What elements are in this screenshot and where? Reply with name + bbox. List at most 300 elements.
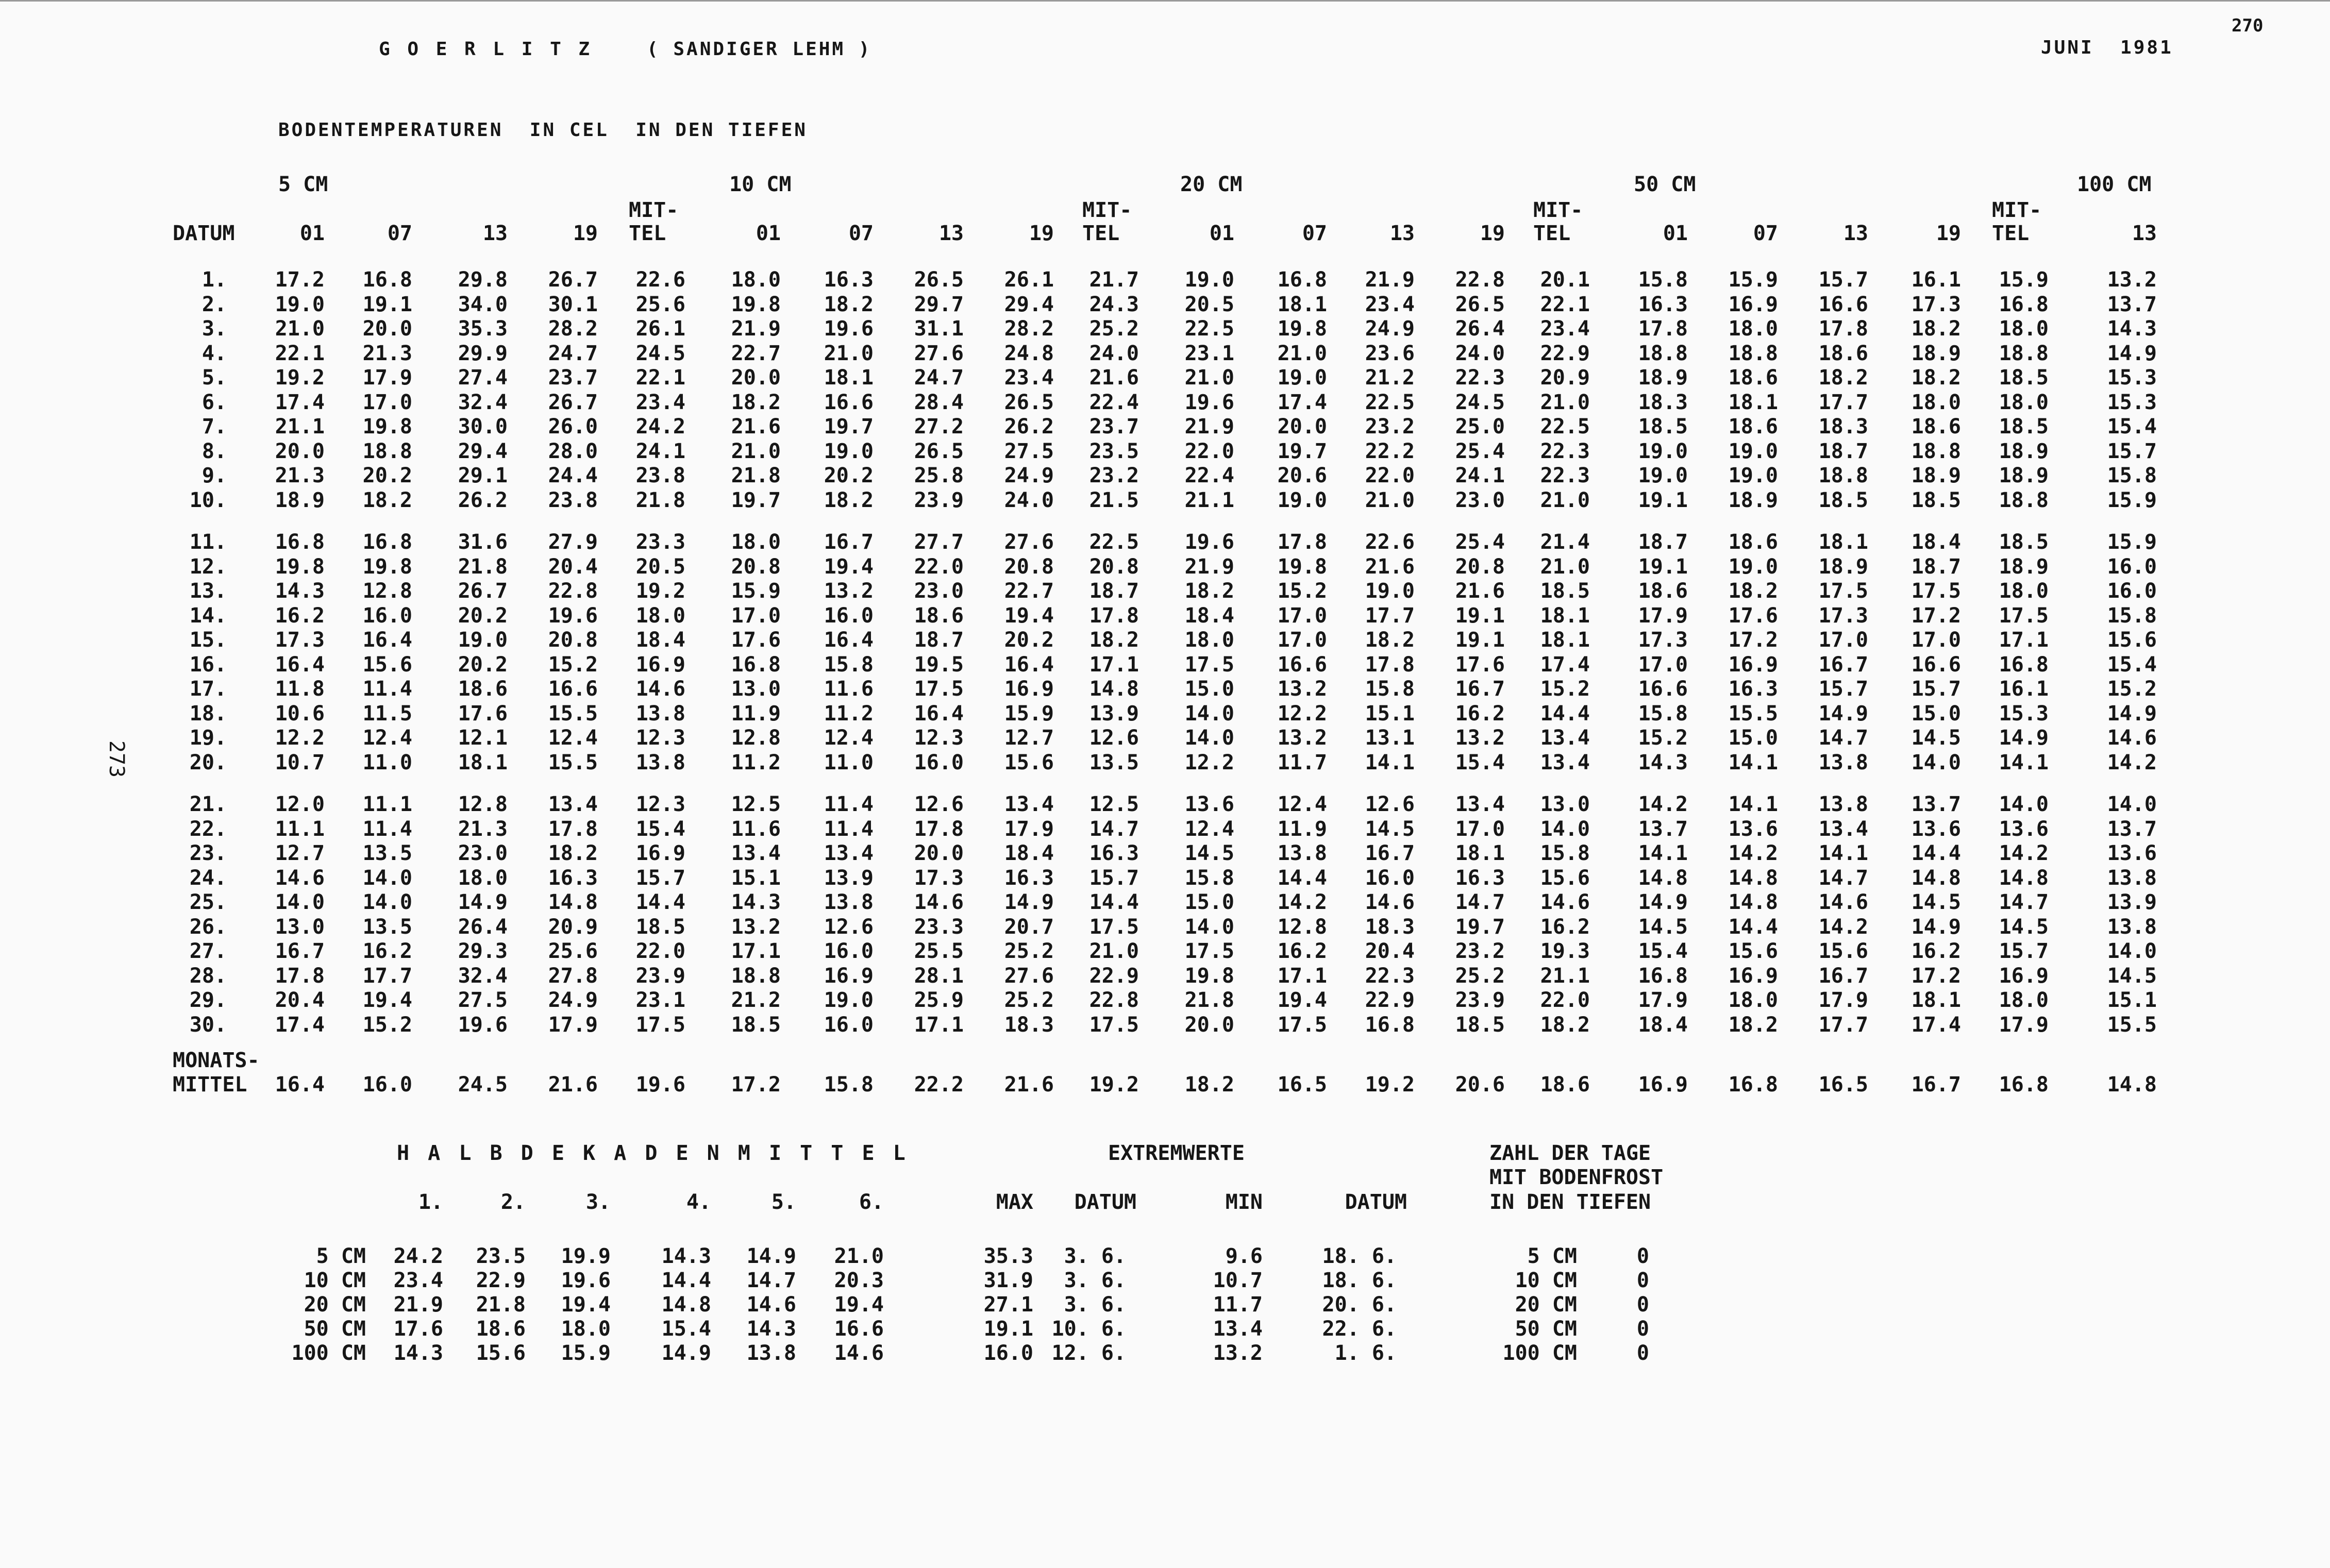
temperature-cell: 11.6 (824, 677, 874, 701)
temperature-cell: 20.8 (548, 628, 598, 652)
day-label: 4. (202, 341, 227, 365)
temperature-cell: 14.8 (1089, 677, 1139, 701)
temperature-cell: 19.7 (1455, 915, 1505, 939)
temperature-cell: 14.7 (1999, 890, 2049, 914)
temperature-cell: 14.0 (1184, 726, 1234, 750)
temperature-cell: 13.4 (1540, 750, 1590, 774)
mittel-header: MIT- (1082, 198, 1132, 222)
temperature-cell: 16.9 (1728, 964, 1778, 988)
temperature-cell: 16.8 (1999, 292, 2049, 316)
temperature-cell: 21.0 (1184, 366, 1234, 390)
temperature-cell: 13.6 (1728, 817, 1778, 841)
monatsmittel-cell: 19.6 (635, 1073, 685, 1097)
temperature-cell: 16.1 (1999, 677, 2049, 701)
temperature-cell: 18.7 (1089, 579, 1139, 603)
temperature-cell: 21.0 (275, 317, 325, 341)
frost-count: 0 (1636, 1244, 1649, 1268)
temperature-cell: 14.7 (1818, 866, 1868, 890)
extremwerte-cell: 10.7 (1213, 1269, 1263, 1292)
temperature-cell: 16.1 (1911, 268, 1961, 292)
temperature-cell: 14.2 (1728, 841, 1778, 865)
depth-header: 10 CM (729, 173, 792, 196)
temperature-cell: 14.9 (1911, 915, 1961, 939)
temperature-cell: 14.3 (731, 890, 781, 914)
hour-header: 01 (299, 222, 325, 245)
temperature-cell: 26.2 (1004, 415, 1054, 439)
temperature-cell: 12.2 (1184, 750, 1234, 774)
temperature-cell: 16.4 (914, 701, 964, 726)
temperature-cell: 22.3 (1455, 366, 1505, 390)
temperature-cell: 13.6 (1999, 817, 2049, 841)
temperature-cell: 22.1 (275, 341, 325, 365)
temperature-cell: 17.6 (458, 701, 508, 726)
temperature-cell: 17.7 (362, 964, 412, 988)
temperature-cell: 14.7 (1089, 817, 1139, 841)
extremwerte-cell: 22. 6. (1322, 1317, 1397, 1341)
temperature-cell: 14.8 (1728, 890, 1778, 914)
temperature-cell: 19.0 (1184, 268, 1234, 292)
temperature-cell: 26.7 (548, 268, 598, 292)
halbdekaden-title: H A L B D E K A D E N M I T T E L (397, 1141, 909, 1165)
day-label: 27. (189, 939, 227, 963)
temperature-cell: 27.6 (1004, 964, 1054, 988)
temperature-cell: 17.2 (1911, 964, 1961, 988)
temperature-cell: 14.6 (914, 890, 964, 914)
temperature-cell: 19.0 (824, 439, 874, 463)
temperature-cell: 18.2 (1911, 366, 1961, 390)
temperature-cell: 18.9 (1911, 341, 1961, 365)
temperature-cell: 18.0 (635, 603, 685, 628)
temperature-cell: 13.8 (2107, 915, 2157, 939)
temperature-cell: 18.5 (1999, 366, 2049, 390)
temperature-cell: 15.8 (1184, 866, 1234, 890)
halbdekade-cell: 23.4 (393, 1269, 443, 1292)
temperature-cell: 18.1 (1540, 628, 1590, 652)
temperature-cell: 28.0 (548, 439, 598, 463)
temperature-cell: 18.7 (1818, 439, 1868, 463)
temperature-cell: 26.5 (914, 268, 964, 292)
temperature-cell: 16.8 (362, 268, 412, 292)
temperature-cell: 17.6 (1455, 652, 1505, 677)
temperature-cell: 18.1 (458, 750, 508, 774)
temperature-cell: 17.3 (1911, 292, 1961, 316)
temperature-cell: 16.6 (1818, 292, 1868, 316)
temperature-cell: 28.4 (914, 390, 964, 414)
temperature-cell: 29.8 (458, 268, 508, 292)
temperature-cell: 16.4 (824, 628, 874, 652)
temperature-cell: 27.4 (458, 366, 508, 390)
temperature-cell: 21.8 (1184, 988, 1234, 1012)
temperature-cell: 18.0 (1184, 628, 1234, 652)
temperature-cell: 15.4 (2107, 652, 2157, 677)
temperature-cell: 18.9 (1818, 554, 1868, 579)
temperature-cell: 14.2 (1999, 841, 2049, 865)
temperature-cell: 16.3 (548, 866, 598, 890)
temperature-cell: 18.6 (1818, 341, 1868, 365)
mittel-header: TEL (1533, 222, 1571, 245)
temperature-cell: 21.0 (1277, 341, 1327, 365)
temperature-cell: 14.0 (1911, 750, 1961, 774)
temperature-cell: 23.2 (1365, 415, 1415, 439)
temperature-cell: 13.9 (1089, 701, 1139, 726)
temperature-cell: 21.9 (1184, 415, 1234, 439)
temperature-cell: 15.6 (2107, 628, 2157, 652)
day-label: 21. (189, 793, 227, 816)
temperature-cell: 21.3 (275, 464, 325, 487)
temperature-cell: 15.5 (548, 750, 598, 774)
temperature-cell: 21.8 (635, 488, 685, 512)
temperature-cell: 11.5 (362, 701, 412, 726)
temperature-cell: 17.6 (1728, 603, 1778, 628)
temperature-cell: 16.3 (1638, 292, 1688, 316)
temperature-cell: 14.4 (1089, 890, 1139, 914)
temperature-cell: 17.5 (1184, 652, 1234, 677)
temperature-cell: 27.2 (914, 415, 964, 439)
temperature-cell: 17.9 (362, 366, 412, 390)
temperature-cell: 19.7 (824, 415, 874, 439)
temperature-cell: 18.9 (1999, 464, 2049, 487)
temperature-cell: 16.8 (1365, 1013, 1415, 1037)
extremwerte-cell: 9.6 (1225, 1244, 1263, 1268)
day-label: 18. (189, 701, 227, 726)
temperature-cell: 24.0 (1455, 341, 1505, 365)
monatsmittel-cell: 19.2 (1089, 1073, 1139, 1097)
soil-type: ( SANDIGER LEHM ) (647, 39, 872, 60)
temperature-cell: 18.6 (1911, 415, 1961, 439)
temperature-cell: 16.6 (1277, 652, 1327, 677)
temperature-cell: 15.8 (1540, 841, 1590, 865)
monatsmittel-cell: 21.6 (548, 1073, 598, 1097)
temperature-cell: 19.1 (1638, 554, 1688, 579)
temperature-cell: 15.0 (1728, 726, 1778, 750)
hour-header: 13 (1389, 222, 1415, 245)
temperature-cell: 26.2 (458, 488, 508, 512)
temperature-cell: 29.1 (458, 464, 508, 487)
monatsmittel-cell: 14.8 (2107, 1073, 2157, 1097)
temperature-cell: 18.2 (362, 488, 412, 512)
temperature-cell: 13.0 (731, 677, 781, 701)
temperature-cell: 26.0 (548, 415, 598, 439)
temperature-cell: 15.1 (2107, 988, 2157, 1012)
depth-header: 5 CM (278, 173, 328, 196)
temperature-cell: 17.1 (1089, 652, 1139, 677)
temperature-cell: 18.0 (1999, 317, 2049, 341)
temperature-cell: 21.6 (1089, 366, 1139, 390)
temperature-cell: 16.9 (824, 964, 874, 988)
halbdekade-depth: 50 CM (304, 1317, 366, 1341)
temperature-cell: 20.7 (1004, 915, 1054, 939)
temperature-cell: 29.9 (458, 341, 508, 365)
temperature-cell: 19.6 (458, 1013, 508, 1037)
day-label: 1. (202, 268, 227, 292)
temperature-cell: 22.9 (1365, 988, 1415, 1012)
temperature-cell: 18.1 (1911, 988, 1961, 1012)
temperature-cell: 23.9 (1455, 988, 1505, 1012)
temperature-cell: 13.4 (824, 841, 874, 865)
day-label: 3. (202, 317, 227, 341)
temperature-cell: 12.7 (1004, 726, 1054, 750)
temperature-cell: 15.7 (635, 866, 685, 890)
temperature-cell: 14.9 (2107, 341, 2157, 365)
temperature-cell: 18.1 (1455, 841, 1505, 865)
temperature-cell: 15.2 (548, 652, 598, 677)
halbdekade-cell: 14.7 (746, 1269, 796, 1292)
temperature-cell: 27.5 (458, 988, 508, 1012)
temperature-cell: 17.9 (1004, 817, 1054, 841)
temperature-cell: 17.3 (275, 628, 325, 652)
temperature-cell: 16.6 (1638, 677, 1688, 701)
temperature-cell: 21.0 (1365, 488, 1415, 512)
temperature-cell: 21.6 (1365, 554, 1415, 579)
temperature-cell: 22.0 (1540, 988, 1590, 1012)
temperature-cell: 21.0 (1540, 390, 1590, 414)
temperature-cell: 15.3 (2107, 366, 2157, 390)
temperature-cell: 17.8 (1818, 317, 1868, 341)
day-label: 30. (189, 1013, 227, 1037)
monatsmittel-cell: 16.0 (362, 1073, 412, 1097)
halbdekade-cell: 23.5 (476, 1244, 526, 1268)
temperature-cell: 16.8 (1999, 652, 2049, 677)
temperature-cell: 19.2 (275, 366, 325, 390)
temperature-cell: 22.2 (1365, 439, 1415, 463)
temperature-cell: 27.8 (548, 964, 598, 988)
temperature-cell: 16.9 (1999, 964, 2049, 988)
temperature-cell: 19.1 (1455, 603, 1505, 628)
temperature-cell: 15.4 (1455, 750, 1505, 774)
temperature-cell: 16.2 (1911, 939, 1961, 963)
extremwerte-cell: 3. 6. (1064, 1293, 1126, 1317)
temperature-cell: 18.5 (1999, 415, 2049, 439)
temperature-cell: 23.4 (1540, 317, 1590, 341)
temperature-cell: 22.0 (1365, 464, 1415, 487)
temperature-cell: 13.9 (2107, 890, 2157, 914)
frost-count: 0 (1636, 1317, 1649, 1341)
halbdekade-cell: 14.9 (661, 1341, 711, 1365)
day-label: 26. (189, 915, 227, 939)
temperature-cell: 11.0 (824, 750, 874, 774)
temperature-cell: 24.2 (635, 415, 685, 439)
temperature-cell: 21.9 (1184, 554, 1234, 579)
temperature-cell: 26.1 (1004, 268, 1054, 292)
temperature-cell: 16.0 (824, 603, 874, 628)
temperature-cell: 18.6 (1638, 579, 1688, 603)
extremwerte-cell: 19.1 (983, 1317, 1033, 1341)
temperature-cell: 22.6 (635, 268, 685, 292)
temperature-cell: 19.4 (1277, 988, 1327, 1012)
temperature-cell: 30.0 (458, 415, 508, 439)
temperature-cell: 17.7 (1818, 1013, 1868, 1037)
temperature-cell: 14.8 (548, 890, 598, 914)
temperature-cell: 15.0 (1911, 701, 1961, 726)
depth-header: 100 CM (2077, 173, 2152, 196)
halbdekade-cell: 21.9 (393, 1293, 443, 1317)
temperature-cell: 12.8 (362, 579, 412, 603)
temperature-cell: 21.7 (1089, 268, 1139, 292)
temperature-cell: 17.5 (1999, 603, 2049, 628)
temperature-cell: 17.5 (1089, 915, 1139, 939)
temperature-cell: 15.4 (1638, 939, 1688, 963)
temperature-cell: 27.9 (548, 530, 598, 554)
temperature-cell: 14.9 (1999, 726, 2049, 750)
temperature-cell: 22.8 (1455, 268, 1505, 292)
temperature-cell: 17.1 (1999, 628, 2049, 652)
hour-header: 07 (1753, 222, 1778, 245)
temperature-cell: 18.6 (914, 603, 964, 628)
temperature-cell: 17.0 (1638, 652, 1688, 677)
temperature-cell: 14.5 (1999, 915, 2049, 939)
temperature-cell: 23.6 (1365, 341, 1415, 365)
temperature-cell: 21.3 (458, 817, 508, 841)
temperature-cell: 19.0 (824, 988, 874, 1012)
temperature-cell: 18.8 (1911, 439, 1961, 463)
temperature-cell: 13.7 (1638, 817, 1688, 841)
monatsmittel-cell: 16.9 (1638, 1073, 1688, 1097)
report-date: JUNI 1981 (2041, 37, 2173, 58)
temperature-cell: 11.4 (362, 817, 412, 841)
halbdekade-col-header: 2. (500, 1190, 526, 1214)
day-label: 8. (202, 439, 227, 463)
temperature-cell: 14.0 (2107, 939, 2157, 963)
temperature-cell: 18.3 (1818, 415, 1868, 439)
temperature-cell: 18.8 (1999, 488, 2049, 512)
halbdekade-col-header: 1. (418, 1190, 443, 1214)
temperature-cell: 25.4 (1455, 439, 1505, 463)
temperature-cell: 14.9 (1638, 890, 1688, 914)
frost-count: 0 (1636, 1269, 1649, 1292)
halbdekade-cell: 20.3 (834, 1269, 884, 1292)
halbdekade-cell: 17.6 (393, 1317, 443, 1341)
temperature-cell: 14.3 (1638, 750, 1688, 774)
temperature-cell: 17.4 (1911, 1013, 1961, 1037)
temperature-cell: 14.0 (1184, 701, 1234, 726)
mittel-header: MIT- (1992, 198, 2042, 222)
temperature-cell: 17.0 (362, 390, 412, 414)
temperature-cell: 18.0 (1999, 988, 2049, 1012)
temperature-cell: 20.0 (731, 366, 781, 390)
temperature-cell: 22.9 (1540, 341, 1590, 365)
temperature-cell: 12.4 (1184, 817, 1234, 841)
temperature-cell: 20.8 (1004, 554, 1054, 579)
temperature-cell: 26.5 (1455, 292, 1505, 316)
temperature-cell: 19.8 (731, 292, 781, 316)
temperature-cell: 23.3 (914, 915, 964, 939)
extremwerte-cell: 13.4 (1213, 1317, 1263, 1341)
temperature-cell: 17.5 (1089, 1013, 1139, 1037)
day-label: 7. (202, 415, 227, 439)
temperature-cell: 22.0 (635, 939, 685, 963)
temperature-cell: 13.9 (824, 866, 874, 890)
temperature-cell: 26.5 (1004, 390, 1054, 414)
temperature-cell: 19.6 (548, 603, 598, 628)
temperature-cell: 18.4 (635, 628, 685, 652)
temperature-cell: 14.6 (2107, 726, 2157, 750)
extremwerte-col-header: MAX (996, 1190, 1033, 1214)
temperature-cell: 20.1 (1540, 268, 1590, 292)
temperature-cell: 24.0 (1089, 341, 1139, 365)
temperature-cell: 12.8 (1277, 915, 1327, 939)
temperature-cell: 16.4 (1004, 652, 1054, 677)
temperature-cell: 17.5 (1818, 579, 1868, 603)
temperature-cell: 19.0 (1728, 464, 1778, 487)
temperature-cell: 21.2 (731, 988, 781, 1012)
temperature-cell: 18.1 (1728, 390, 1778, 414)
temperature-cell: 17.2 (1728, 628, 1778, 652)
temperature-cell: 19.0 (1277, 366, 1327, 390)
temperature-cell: 13.8 (1818, 750, 1868, 774)
temperature-cell: 12.6 (824, 915, 874, 939)
temperature-cell: 21.1 (1184, 488, 1234, 512)
temperature-cell: 19.8 (362, 415, 412, 439)
day-label: 13. (189, 579, 227, 603)
temperature-cell: 18.0 (731, 530, 781, 554)
frost-title: ZAHL DER TAGE (1489, 1141, 1651, 1165)
temperature-cell: 16.7 (1455, 677, 1505, 701)
temperature-cell: 23.2 (1089, 464, 1139, 487)
temperature-cell: 12.6 (1089, 726, 1139, 750)
extremwerte-cell: 3. 6. (1064, 1269, 1126, 1292)
temperature-cell: 11.9 (1277, 817, 1327, 841)
temperature-cell: 21.1 (275, 415, 325, 439)
monatsmittel-cell: 16.8 (1728, 1073, 1778, 1097)
temperature-cell: 21.8 (458, 554, 508, 579)
temperature-cell: 17.0 (1455, 817, 1505, 841)
temperature-cell: 24.9 (548, 988, 598, 1012)
temperature-cell: 17.5 (1277, 1013, 1327, 1037)
temperature-cell: 18.9 (1638, 366, 1688, 390)
temperature-cell: 16.0 (2107, 554, 2157, 579)
temperature-cell: 16.2 (1455, 701, 1505, 726)
temperature-cell: 14.1 (1728, 793, 1778, 816)
temperature-cell: 25.2 (1004, 988, 1054, 1012)
temperature-cell: 17.0 (1277, 628, 1327, 652)
temperature-cell: 13.6 (1184, 793, 1234, 816)
hour-header: 07 (848, 222, 874, 245)
monatsmittel-cell: 21.6 (1004, 1073, 1054, 1097)
temperature-cell: 16.3 (1004, 866, 1054, 890)
extremwerte-cell: 10. 6. (1051, 1317, 1126, 1341)
temperature-cell: 17.2 (1911, 603, 1961, 628)
extremwerte-cell: 1. 6. (1334, 1341, 1397, 1365)
temperature-cell: 23.1 (1184, 341, 1234, 365)
temperature-cell: 17.6 (731, 628, 781, 652)
temperature-cell: 16.7 (275, 939, 325, 963)
temperature-cell: 17.5 (914, 677, 964, 701)
day-label: 19. (189, 726, 227, 750)
temperature-cell: 25.4 (1455, 530, 1505, 554)
temperature-cell: 17.9 (1999, 1013, 2049, 1037)
halbdekade-cell: 15.9 (561, 1341, 611, 1365)
temperature-cell: 27.6 (1004, 530, 1054, 554)
page-number-side: 273 (105, 740, 129, 778)
temperature-cell: 17.9 (1638, 988, 1688, 1012)
temperature-cell: 14.7 (1455, 890, 1505, 914)
temperature-cell: 18.1 (1540, 603, 1590, 628)
temperature-cell: 11.2 (824, 701, 874, 726)
monatsmittel-cell: 16.5 (1818, 1073, 1868, 1097)
monatsmittel-cell: 16.4 (275, 1073, 325, 1097)
temperature-cell: 18.2 (1728, 1013, 1778, 1037)
temperature-cell: 15.9 (2107, 530, 2157, 554)
temperature-cell: 32.4 (458, 390, 508, 414)
day-label: 5. (202, 366, 227, 390)
temperature-cell: 35.3 (458, 317, 508, 341)
temperature-cell: 23.2 (1455, 939, 1505, 963)
temperature-cell: 22.1 (635, 366, 685, 390)
temperature-cell: 18.8 (1999, 341, 2049, 365)
temperature-cell: 15.6 (362, 652, 412, 677)
datum-header: DATUM (173, 222, 235, 245)
temperature-cell: 19.2 (635, 579, 685, 603)
